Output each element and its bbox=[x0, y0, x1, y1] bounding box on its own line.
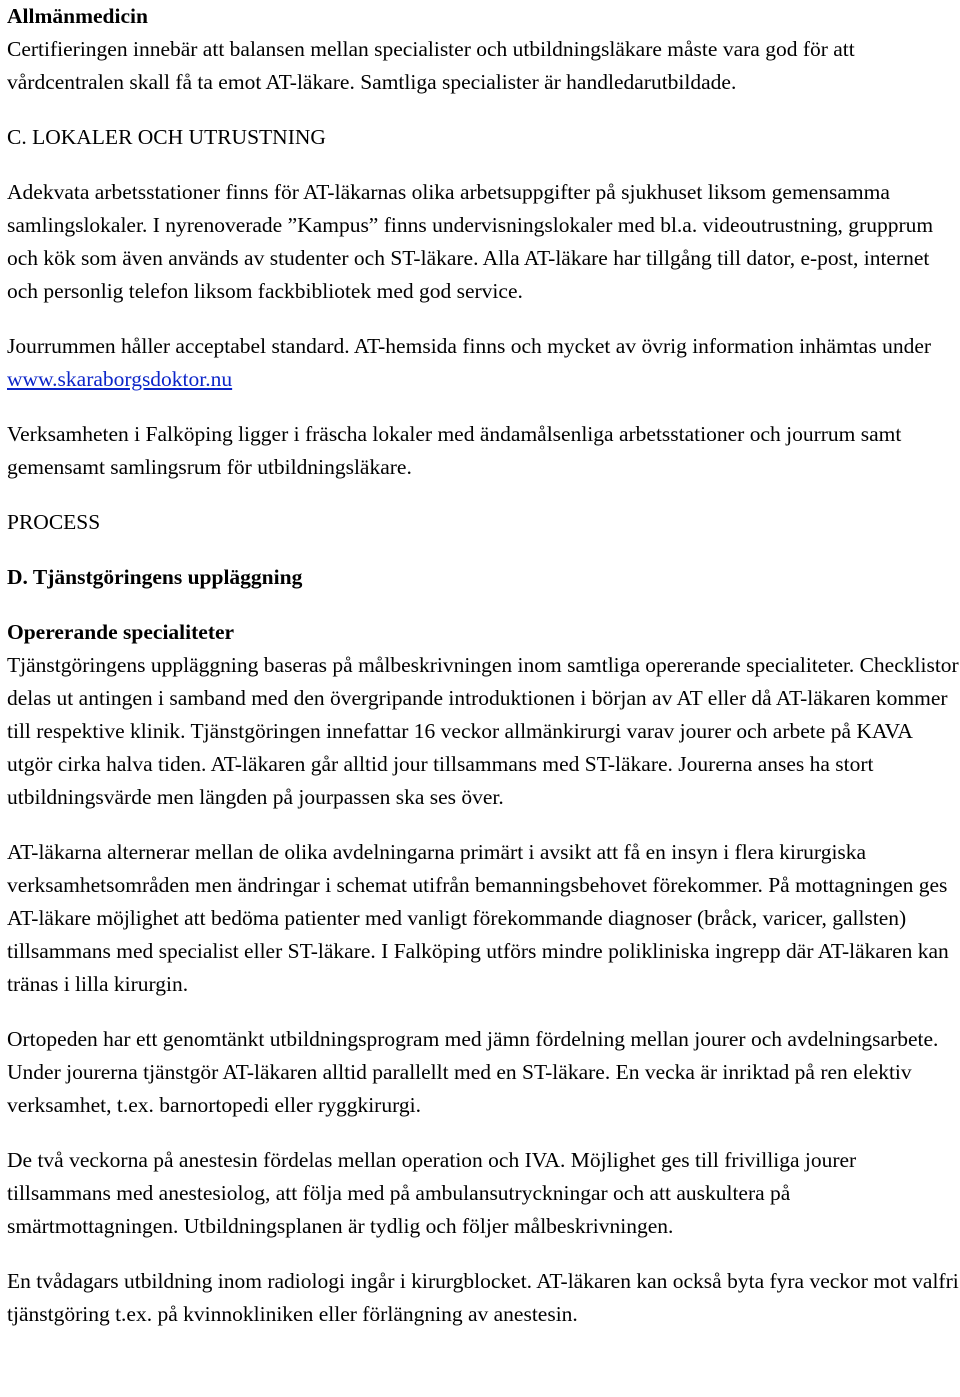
paragraph-allmanmedicin: Certifieringen innebär att balansen mellan specialister och utbildningsläkare måste vara god för att vårdcentralen skall få ta emot AT-läkare. Samtliga specialister är handledarutbildade. bbox=[7, 37, 855, 94]
paragraph-lokaler: Adekvata arbetsstationer finns för AT-läkarnas olika arbetsuppgifter på sjukhuset liksom gemensamma samlingslokaler. I nyrenoverade ”Kampus” finns undervisningslokaler med bl.a. videoutrustning, grupprum och kök som även används av studenter och ST-läkare. Alla AT-läkare har tillgång till dator, e-post, internet och personlig telefon liksom fackbibliotek med god service. bbox=[7, 180, 934, 303]
heading-process: PROCESS bbox=[7, 510, 101, 534]
heading-tjanstgoring: D. Tjänstgöringens uppläggning bbox=[7, 565, 303, 589]
skaraborgsdoktor-link[interactable]: www.skaraborgsdoktor.nu bbox=[7, 367, 233, 391]
paragraph-anestesin: De två veckorna på anestesin fördelas mellan operation och IVA. Möjlighet ges till frivilliga jourer tillsammans med anestesiolog, att följa med på ambulansutryckningar och att auskultera på smärtmottagningen. Utbildningsplanen är tydlig och följer målbeskrivningen. bbox=[7, 1148, 857, 1238]
heading-allmanmedicin: Allmänmedicin bbox=[7, 4, 148, 28]
paragraph-opererande: Tjänstgöringens uppläggning baseras på målbeskrivningen inom samtliga opererande specialiteter. Checklistor delas ut antingen i samband med den övergripande introduktionen i början av AT eller då AT-läkaren kommer till respektive klinik. Tjänstgöringen innefattar 16 veckor allmänkirurgi varav jourer och arbete på KAVA utgör cirka halva tiden. AT-läkaren går alltid jour tillsammans med ST-läkare. Jourerna anses ha stort utbildningsvärde men längden på jourpassen ska ses över. bbox=[7, 653, 959, 809]
paragraph-falkoping: Verksamheten i Falköping ligger i fräscha lokaler med ändamålsenliga arbetsstationer och jourrum samt gemensamt samlingsrum för utbildningsläkare. bbox=[7, 422, 902, 479]
jourrum-text: Jourrummen håller acceptabel standard. AT-hemsida finns och mycket av övrig information inhämtas under bbox=[7, 334, 932, 358]
paragraph-jourrum bbox=[7, 330, 960, 396]
paragraph-radiologi: En tvådagars utbildning inom radiologi ingår i kirurgblocket. AT-läkaren kan också byta fyra veckor mot valfri tjänstgöring t.ex. på kvinnokliniken eller förlängning av anestesin. bbox=[7, 1269, 959, 1326]
paragraph-alternerar: AT-läkarna alternerar mellan de olika avdelningarna primärt i avsikt att få en insyn i flera kirurgiska verksamhetsområden men ändringar i schemat utifrån bemanningsbehovet förekommer. På mottagningen ges AT-läkare möjlighet att bedöma patienter med vanligt förekommande diagnoser (bråck, varicer, gallsten) tillsammans med specialist eller ST-läkare. I Falköping utförs mindre polikliniska ingrepp där AT-läkaren kan tränas i lilla kirurgin. bbox=[7, 840, 949, 996]
heading-opererande: Opererande specialiteter bbox=[7, 620, 235, 644]
paragraph-ortopeden: Ortopeden har ett genomtänkt utbildningsprogram med jämn fördelning mellan jourer och avdelningsarbete. Under jourerna tjänstgör AT-läkaren alltid parallellt med en ST-läkare. En vecka är inriktad på ren elektiv verksamhet, t.ex. barnortopedi eller ryggkirurgi. bbox=[7, 1027, 939, 1117]
heading-lokaler: C. LOKALER OCH UTRUSTNING bbox=[7, 125, 326, 149]
